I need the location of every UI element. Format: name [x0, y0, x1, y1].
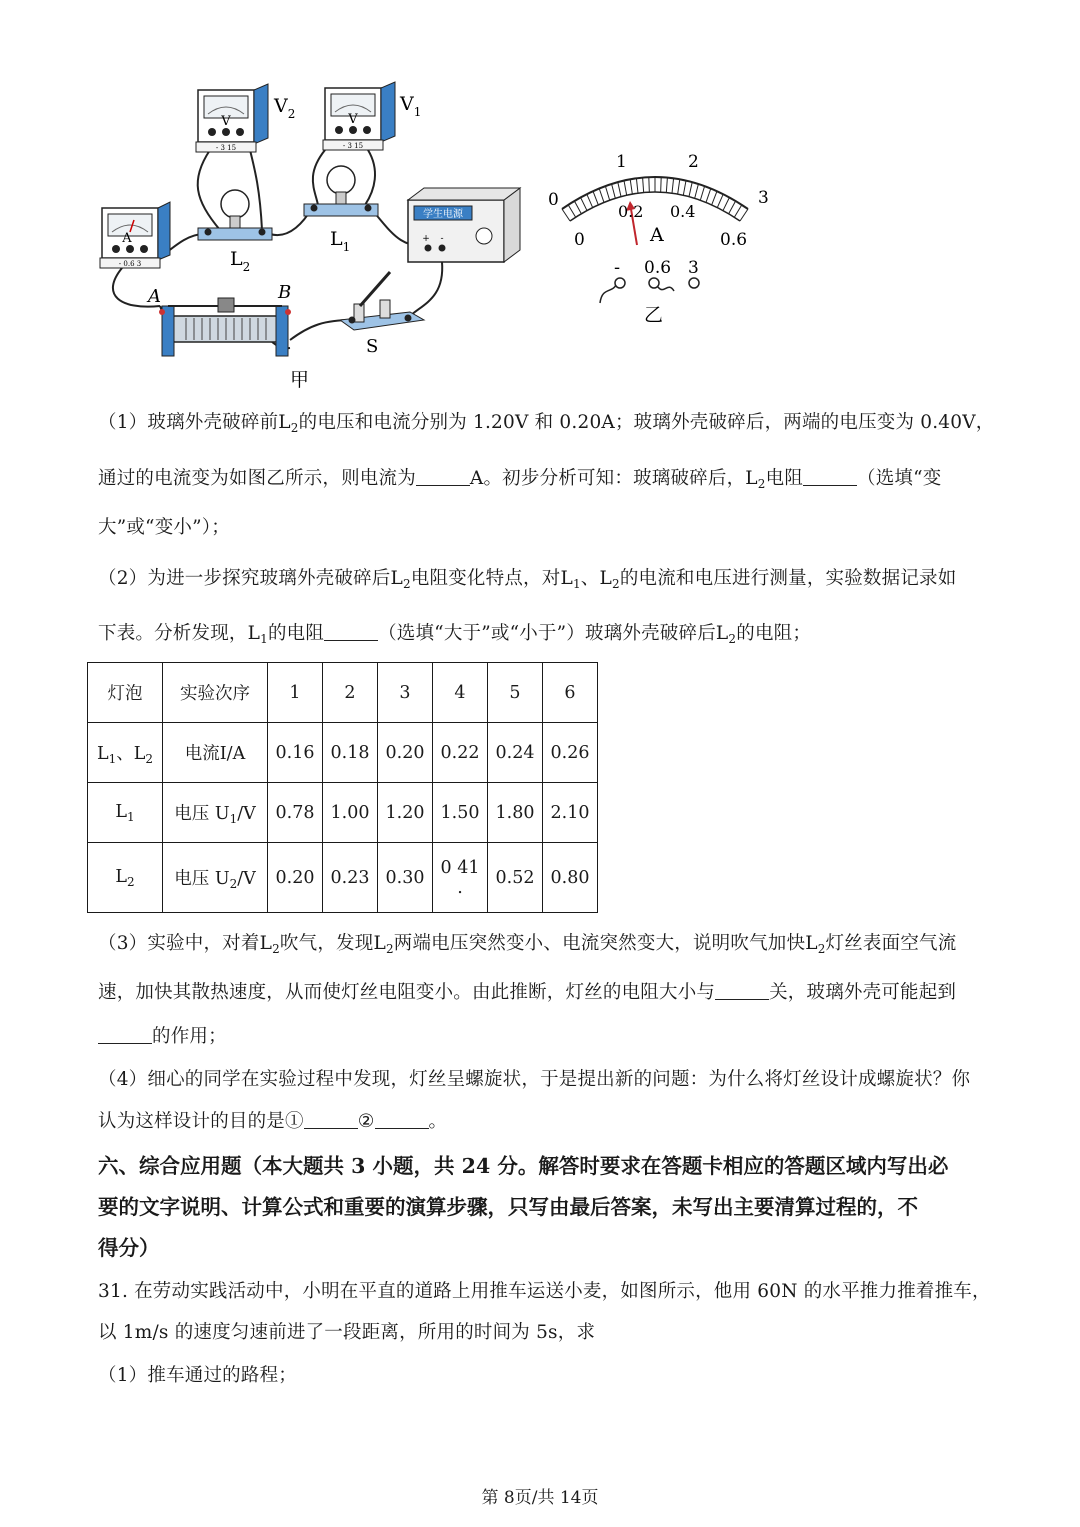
q3-line3: 的作用； — [98, 1025, 227, 1049]
terminal-0-6: 0.6 — [644, 258, 672, 278]
dial-tick — [562, 209, 570, 221]
table-cell: 1.80 — [488, 783, 543, 843]
table-cell: 0.20 — [268, 843, 323, 913]
table-cell: 0.80 — [543, 843, 598, 913]
table-cell-quantity: 电压 $U_1/V$ — [163, 783, 268, 843]
dial-tick — [689, 182, 692, 197]
table-cell: 1.20 — [378, 783, 433, 843]
dial-tick — [612, 184, 616, 198]
terminal-3: 3 — [688, 258, 699, 278]
dial-scale — [562, 177, 748, 221]
dial-tick — [605, 186, 609, 200]
table-cell-bulb: $L_1$、$L_2$ — [88, 723, 163, 783]
dial-tick — [593, 191, 598, 205]
figure-yi-caption: 乙 — [644, 304, 664, 326]
answer-blank-compare[interactable] — [324, 622, 378, 641]
v1-meter-letter: V — [348, 112, 358, 127]
power-minus: - — [440, 234, 444, 244]
answer-blank-purpose-1[interactable] — [304, 1110, 358, 1129]
dial-tick — [678, 179, 680, 194]
scale-bottom-2: 0.4 — [670, 202, 696, 221]
power-supply — [408, 188, 520, 262]
scale-top-0: 0 — [548, 190, 559, 210]
section-heading-line2: 要的文字说明、计算公式和重要的演算步骤，只写由最后答案，未写出主要清算过程的，不 — [98, 1195, 918, 1219]
dial-tick — [700, 186, 704, 200]
table-cell-quantity: 电压 $U_2/V$ — [163, 843, 268, 913]
switch-label: S — [366, 336, 379, 357]
dial-tick — [643, 178, 644, 193]
ammeter-label: A — [122, 231, 132, 246]
dial-tick — [706, 189, 711, 203]
answer-blank-resistance[interactable] — [803, 467, 857, 486]
point-a-label: A — [148, 286, 161, 307]
q3-line2: 速，加快其散热速度，从而使灯丝电阻变小。由此推断，灯丝的电阻大小与 关，玻璃外壳可能起到 — [98, 982, 957, 1003]
q3-line1: （3）实验中，对着$L_2$吹气，发现$L_2$两端电压突然变小、电流突然变大，说明吹气加快$L_2$灯丝表面空气流 — [98, 933, 957, 956]
dial-tick — [717, 194, 723, 207]
section-heading-line1: 六、综合应用题（本大题共 3 小题，共 24 分。解答时要求在答题卡相应的答题区域内写出必 — [98, 1154, 949, 1178]
page-footer: 第 8页/共 14页 — [481, 1488, 599, 1508]
table-cell: 2.10 — [543, 783, 598, 843]
dial-tick — [723, 197, 729, 210]
scale-bottom-3: 0.6 — [720, 230, 748, 250]
data-table — [87, 662, 598, 913]
table-cell: 0.52 — [488, 843, 543, 913]
table-cell: 0.23 — [323, 843, 378, 913]
table-header: 1 — [268, 663, 323, 723]
table-header: 5 — [488, 663, 543, 723]
ammeter — [100, 202, 170, 268]
table-cell: 0.16 — [268, 723, 323, 783]
l2-label: $L_2$ — [230, 248, 251, 274]
dial-tick — [636, 178, 638, 193]
circuit-figure — [90, 80, 560, 390]
answer-blank-factor[interactable] — [715, 981, 769, 1000]
table-row — [88, 783, 598, 843]
table-cell: 0.30 — [378, 843, 433, 913]
q1-line1: （1）玻璃外壳破碎前$L_2$的电压和电流分别为 1.20V 和 0.20A；玻璃外壳破碎后，两端的电压变为 0.40V， — [98, 412, 995, 435]
q2-line1: （2）为进一步探究玻璃外壳破碎后$L_2$电阻变化特点，对$L_1$、$L_2$的电流和电压进行测量，实验数据记录如 — [98, 568, 957, 591]
table-cell-bulb: $L_2$ — [88, 843, 163, 913]
q31-line1: 31. 在劳动实践活动中，小明在平直的道路上用推车运送小麦，如图所示，他用 60N 的水平推力推着推车， — [98, 1281, 991, 1302]
table-cell: 0.18 — [323, 723, 378, 783]
dial-tick — [740, 209, 748, 221]
table-header: 灯泡 — [88, 663, 163, 723]
v2-terminals: - 3 15 — [215, 144, 237, 152]
table-cell: 0.78 — [268, 783, 323, 843]
scale-top-3: 3 — [758, 188, 769, 208]
dial-tick — [574, 201, 581, 214]
switch — [340, 272, 424, 330]
v1-terminals: - 3 15 — [342, 142, 364, 150]
table-cell-quantity: 电流I/A — [163, 723, 268, 783]
table-header: 4 — [433, 663, 488, 723]
answer-blank-role[interactable] — [98, 1025, 152, 1044]
dial-tick — [729, 201, 736, 214]
section-heading-line3: 得分） — [98, 1236, 160, 1260]
q2-line2: 下表。分析发现，$L_1$的电阻 （选填“大于”或“小于”）玻璃外壳破碎后$L_2$的电阻； — [98, 623, 812, 646]
table-row — [88, 843, 598, 913]
dial-tick — [661, 177, 662, 192]
power-plus: + — [422, 234, 430, 244]
scale-top-1: 1 — [616, 152, 627, 172]
dial-tick — [672, 178, 674, 193]
dial-tick — [734, 205, 741, 217]
table-cell: 0.22 — [433, 723, 488, 783]
voltmeter-v2 — [196, 84, 268, 152]
rheostat — [159, 298, 291, 356]
dial-tick — [568, 205, 575, 217]
table-cell: 0 41 . — [433, 843, 488, 913]
power-supply-label: 学生电源 — [423, 209, 463, 220]
ammeter-terminals: - 0.6 3 — [118, 260, 142, 268]
scale-bottom-0: 0 — [574, 230, 585, 250]
dial-tick — [624, 181, 627, 196]
terminal-minus: - — [614, 257, 621, 278]
table-cell: 1.50 — [433, 783, 488, 843]
table-row — [88, 723, 598, 783]
v2-label: $V_2$ — [274, 95, 296, 121]
dial-tick — [581, 197, 587, 210]
dial-tick — [599, 189, 604, 203]
table-header-row — [88, 663, 598, 723]
table-cell: 1.00 — [323, 783, 378, 843]
dial-tick — [695, 184, 699, 198]
dial-tick — [587, 194, 593, 207]
scale-top-2: 2 — [688, 152, 699, 172]
q31-sub1: （1）推车通过的路程； — [98, 1365, 297, 1386]
table-header: 实验次序 — [163, 663, 268, 723]
table-header: 6 — [543, 663, 598, 723]
table-cell: 0.26 — [543, 723, 598, 783]
q1-line2: 通过的电流变为如图乙所示，则电流为 A。初步分析可知：玻璃破碎后，$L_2$电阻 （选填“变 — [98, 468, 942, 491]
q1-line3: 大”或“变小”）； — [98, 517, 230, 538]
dial-tick — [666, 178, 667, 193]
answer-blank-current[interactable] — [416, 467, 470, 486]
dial-tick — [712, 191, 717, 205]
answer-blank-purpose-2[interactable] — [375, 1110, 429, 1129]
table-header: 3 — [378, 663, 433, 723]
v2-meter-letter: V — [221, 114, 231, 129]
table-cell: 0.24 — [488, 723, 543, 783]
q31-line2: 以 1m/s 的速度匀速前进了一段距离，所用的时间为 5s，求 — [98, 1322, 596, 1343]
dial-tick — [618, 182, 621, 197]
dial-tick — [649, 177, 650, 192]
v1-label: $V_1$ — [400, 93, 422, 119]
table-cell: 0.20 — [378, 723, 433, 783]
table-header: 2 — [323, 663, 378, 723]
dial-tick — [630, 179, 632, 194]
scale-bottom-1: 0.2 — [618, 202, 644, 221]
voltmeter-v1 — [323, 82, 395, 150]
dial-tick — [683, 181, 686, 196]
ammeter-dial-figure — [540, 145, 780, 335]
q4-line2: 认为这样设计的目的是① ② 。 — [98, 1111, 448, 1132]
q4-line1: （4）细心的同学在实验过程中发现，灯丝呈螺旋状，于是提出新的问题：为什么将灯丝设计成螺旋状？你 — [98, 1069, 971, 1090]
table-cell-bulb: $L_1$ — [88, 783, 163, 843]
dial-unit: A — [650, 224, 664, 246]
l1-label: $L_1$ — [330, 228, 351, 254]
point-b-label: B — [278, 282, 292, 303]
figure-jia-caption: 甲 — [290, 369, 310, 390]
